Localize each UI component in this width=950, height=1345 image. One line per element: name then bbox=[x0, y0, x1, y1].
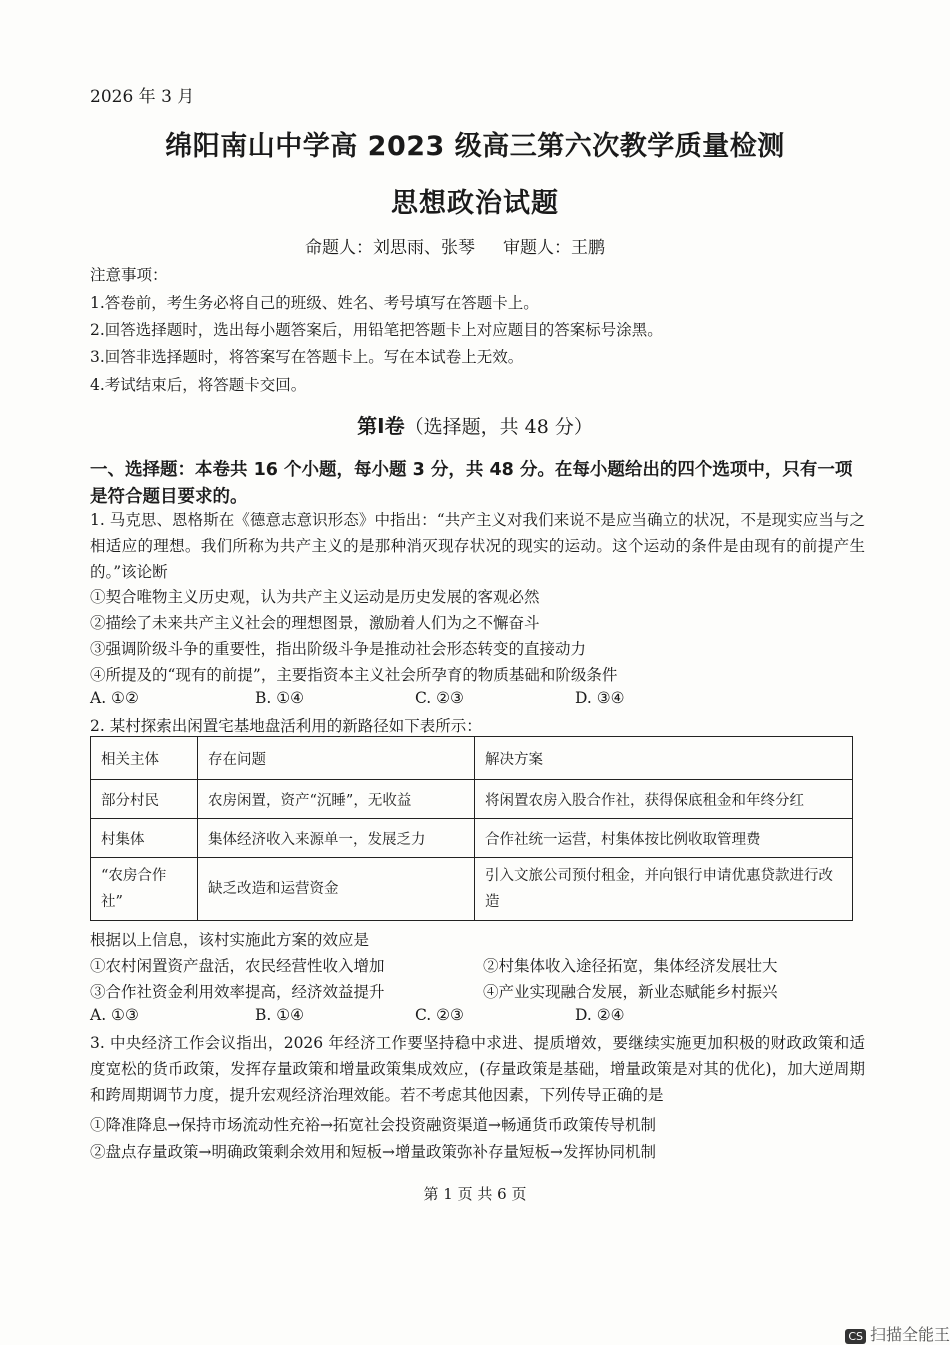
q1-option-c: C. ②③ bbox=[415, 689, 464, 707]
notice-item: 3.回答非选择题时，将答案写在答题卡上。写在本试卷上无效。 bbox=[90, 348, 524, 366]
notice-item: 2.回答选择题时，选出每小题答案后，用铅笔把答题卡上对应题目的答案标号涂黑。 bbox=[90, 321, 663, 339]
exam-title: 绵阳南山中学高 2023 级高三第六次教学质量检测 bbox=[165, 131, 785, 162]
reviewer: 审题人：王鹏 bbox=[503, 238, 605, 258]
watermark-text: 扫描全能王 bbox=[869, 1325, 950, 1344]
table-cell: 合作社统一运营，村集体按比例收取管理费 bbox=[475, 819, 853, 858]
q2-option-b: B. ①④ bbox=[255, 1006, 305, 1024]
q1-item: ④所提及的“现有的前提”，主要指资本主义社会所孕育的物质基础和阶级条件 bbox=[90, 666, 618, 684]
q2-item: ③合作社资金利用效率提高，经济效益提升 bbox=[90, 983, 385, 1001]
q1-option-b: B. ①④ bbox=[255, 689, 305, 707]
q1-options bbox=[90, 689, 625, 707]
table-cell: 引入文旅公司预付租金，并向银行申请优惠贷款进行改造 bbox=[475, 858, 853, 921]
q1-option-d: D. ③④ bbox=[575, 689, 625, 707]
q1-item: ②描绘了未来共产主义社会的理想图景，激励着人们为之不懈奋斗 bbox=[90, 614, 540, 632]
scanner-logo-icon: CS bbox=[845, 1329, 866, 1344]
part-heading: 一、选择题：本卷共 16 个小题，每小题 3 分，共 48 分。在每小题给出的四个选项中，只有一项是符合题目要求的。 bbox=[90, 460, 853, 507]
table-cell: 集体经济收入来源单一，发展乏力 bbox=[198, 819, 475, 858]
q2-option-d: D. ②④ bbox=[575, 1006, 625, 1024]
table-header-row bbox=[91, 737, 853, 780]
scanner-watermark bbox=[845, 1322, 950, 1345]
table-cell: 村集体 bbox=[91, 819, 198, 858]
notice-item: 4.考试结束后，将答题卡交回。 bbox=[90, 376, 307, 394]
q2-followup: 根据以上信息，该村实施此方案的效应是 bbox=[90, 931, 370, 949]
q1-stem: 1. 马克思、恩格斯在《德意志意识形态》中指出：“共产主义对我们来说不是应当确立的状况，不是现实应当与之相适应的理想。我们所称为共产主义的是那种消灭现存状况的现实的运动。这个运动的条件是由现有的前提产生的。”该论断 bbox=[90, 511, 865, 581]
q2-option-c: C. ②③ bbox=[415, 1006, 464, 1024]
page-number: 第 1 页 共 6 页 bbox=[423, 1185, 527, 1203]
q3-item: ②盘点存量政策→明确政策剩余效用和短板→增量政策弥补存量短板→发挥协同机制 bbox=[90, 1143, 656, 1161]
table-header: 解决方案 bbox=[475, 737, 853, 780]
table-cell: 缺乏改造和运营资金 bbox=[198, 858, 475, 921]
q2-item: ④产业实现融合发展，新业态赋能乡村振兴 bbox=[483, 983, 778, 1001]
q1-option-a: A. ①② bbox=[90, 689, 139, 707]
q2-items-row bbox=[90, 980, 778, 1002]
section-title-rest: （选择题，共 48 分） bbox=[404, 416, 593, 438]
table-cell: 部分村民 bbox=[91, 780, 198, 819]
table-row bbox=[91, 858, 853, 921]
q1-item: ①契合唯物主义历史观，认为共产主义运动是历史发展的客观必然 bbox=[90, 588, 540, 606]
table-row bbox=[91, 780, 853, 819]
exam-date: 2026 年 3 月 bbox=[90, 87, 195, 107]
q2-table bbox=[90, 736, 853, 921]
table-cell: 农房闲置，资产“沉睡”，无收益 bbox=[198, 780, 475, 819]
setters: 命题人：刘思雨、张琴 bbox=[305, 238, 475, 258]
table-header: 存在问题 bbox=[198, 737, 475, 780]
q2-options bbox=[90, 1006, 625, 1024]
section-title-bold: 第Ⅰ卷 bbox=[357, 414, 405, 438]
q2-item: ②村集体收入途径拓宽，集体经济发展壮大 bbox=[483, 957, 778, 975]
table-header: 相关主体 bbox=[91, 737, 198, 780]
table-row bbox=[91, 819, 853, 858]
q1-item: ③强调阶级斗争的重要性，指出阶级斗争是推动社会形态转变的直接动力 bbox=[90, 640, 587, 658]
section-title bbox=[0, 410, 950, 439]
table-cell: “农房合作社” bbox=[91, 858, 198, 921]
table-cell: 将闲置农房入股合作社，获得保底租金和年终分红 bbox=[475, 780, 853, 819]
exam-authors bbox=[305, 233, 605, 258]
q2-option-a: A. ①③ bbox=[90, 1006, 139, 1024]
q3-item: ①降准降息→保持市场流动性充裕→拓宽社会投资融资渠道→畅通货币政策传导机制 bbox=[90, 1116, 656, 1134]
notice-item: 1.答卷前，考生务必将自己的班级、姓名、考号填写在答题卡上。 bbox=[90, 294, 539, 312]
notice-heading: 注意事项： bbox=[90, 266, 168, 284]
exam-subject: 思想政治试题 bbox=[391, 188, 559, 219]
q2-items-row bbox=[90, 954, 778, 976]
q3-stem: 3. 中央经济工作会议指出，2026 年经济工作要坚持稳中求进、提质增效，要继续实施更加积极的财政政策和适度宽松的货币政策，发挥存量政策和增量政策集成效应，(存量政策是基础，增量政策是对其的优化)，加大逆周期和跨周期调节力度，提升宏观经济治理效能。若不考虑其他因素，下列传导正确的是 bbox=[90, 1034, 865, 1104]
q2-item: ①农村闲置资产盘活，农民经营性收入增加 bbox=[90, 957, 385, 975]
q2-stem: 2. 某村探索出闲置宅基地盘活利用的新路径如下表所示： bbox=[90, 717, 482, 735]
